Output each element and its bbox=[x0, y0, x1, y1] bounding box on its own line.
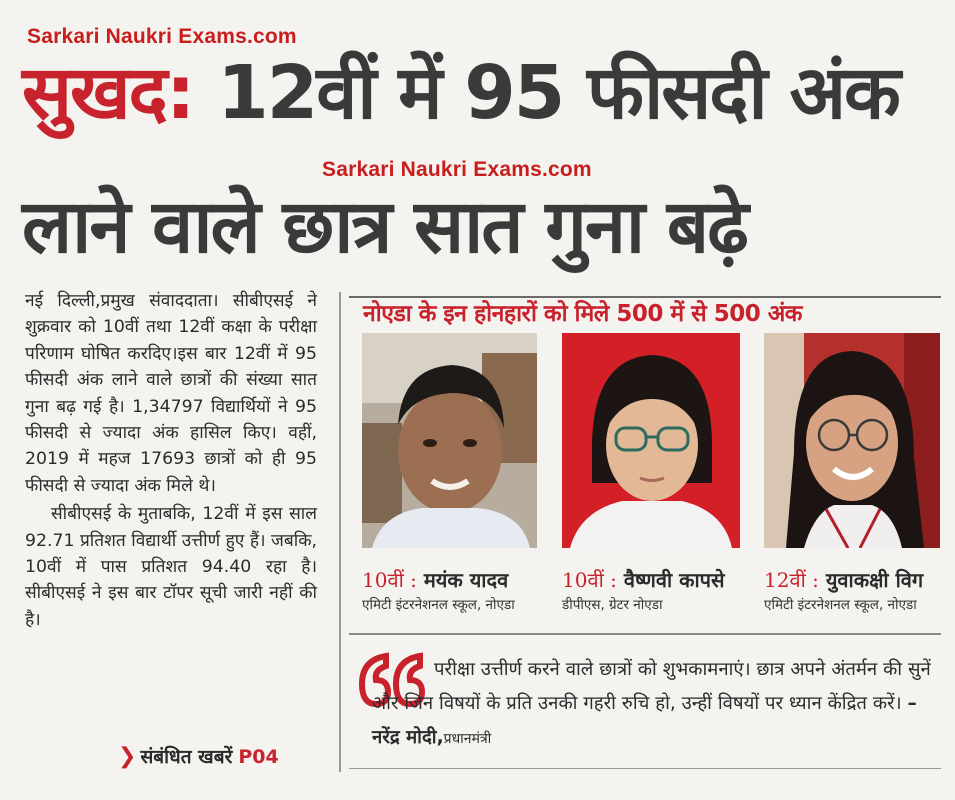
pm-quote-author: – नरेंद्र मोदी, bbox=[372, 693, 917, 748]
topper-photo-2 bbox=[562, 333, 740, 548]
related-news-link[interactable] bbox=[118, 743, 279, 769]
quote-top-rule bbox=[349, 633, 941, 635]
related-news-label: संबंधित खबरें bbox=[140, 746, 233, 768]
section-bottom-rule bbox=[349, 768, 941, 769]
topper-school: एमिटी इंटरनेशनल स्कूल, नोएडा bbox=[764, 597, 917, 613]
pm-quote-role: प्रधानमंत्री bbox=[443, 731, 492, 747]
topper-photo-3 bbox=[764, 333, 940, 548]
headline-line-2: लाने वाले छात्र सात गुना बढ़े bbox=[22, 184, 747, 270]
topper-name: युवाकक्षी विग bbox=[825, 568, 924, 592]
topper-caption-1 bbox=[362, 566, 515, 613]
headline-line-1 bbox=[22, 50, 899, 136]
watermark-middle: Sarkari Naukri Exams.com bbox=[322, 158, 592, 181]
story-paragraph-1: नई दिल्ली,प्रमुख संवाददाता। सीबीएसई ने शुक्रवार को 10वीं तथा 12वीं कक्षा के परीक्षा परिणाम घोषित करदिए।इस बार 12वीं में 95 फीसदी अंक लाने वाले छात्रों की संख्या सात गुना बढ़ गई है। 1,34797 विद्यार्थियों ने 95 फीसदी से ज्यादा अंक हासिल किए। वहीं, 2019 में महज 17693 छात्रों को ही 95 फीसदी से ज्यादा अंक मिले थे। bbox=[25, 291, 317, 496]
section-title: नोएडा के इन होनहारों को मिले 500 में से 500 अंक bbox=[363, 301, 802, 327]
topper-school: एमिटी इंटरनेशनल स्कूल, नोएडा bbox=[362, 597, 515, 613]
topper-caption-2 bbox=[562, 566, 725, 613]
chevron-right-icon: ❯ bbox=[118, 744, 137, 769]
topper-grade: 10वीं : bbox=[362, 568, 417, 592]
headline-line-1-text: 12वीं में 95 फीसदी अंक bbox=[193, 50, 899, 136]
watermark-top: Sarkari Naukri Exams.com bbox=[27, 25, 297, 48]
headline-prefix: सुखद: bbox=[22, 50, 194, 136]
topper-school: डीपीएस, ग्रेटर नोएडा bbox=[562, 597, 663, 613]
topper-grade: 10वीं : bbox=[562, 568, 617, 592]
topper-caption-3 bbox=[764, 566, 923, 613]
topper-grade: 12वीं : bbox=[764, 568, 819, 592]
column-divider bbox=[339, 292, 341, 772]
topper-name: मयंक यादव bbox=[423, 568, 509, 592]
topper-photo-1 bbox=[362, 333, 537, 548]
pm-quote bbox=[372, 653, 932, 756]
story-paragraph-2: सीबीएसई के मुताबकि, 12वीं में इस साल 92.71 प्रतिशत विद्यार्थी उत्तीर्ण हुए हैं। जबकि, 10वीं में पास प्रतिशत 94.40 रहा है। सीबीएसई ने इस बार टॉपर सूची जारी नहीं की है। bbox=[25, 504, 317, 630]
topper-name: वैष्णवी कापसे bbox=[623, 568, 725, 592]
related-news-page: P04 bbox=[238, 746, 279, 768]
pm-quote-text: परीक्षा उत्तीर्ण करने वाले छात्रों को शुभकामनाएं। छात्र अपने अंतर्मन की सुनें और जिन विषयों के प्रति उनकी गहरी रुचि हो, उन्हीं विषयों पर ध्यान केंद्रित करें। bbox=[372, 659, 931, 714]
story-body bbox=[25, 288, 317, 633]
